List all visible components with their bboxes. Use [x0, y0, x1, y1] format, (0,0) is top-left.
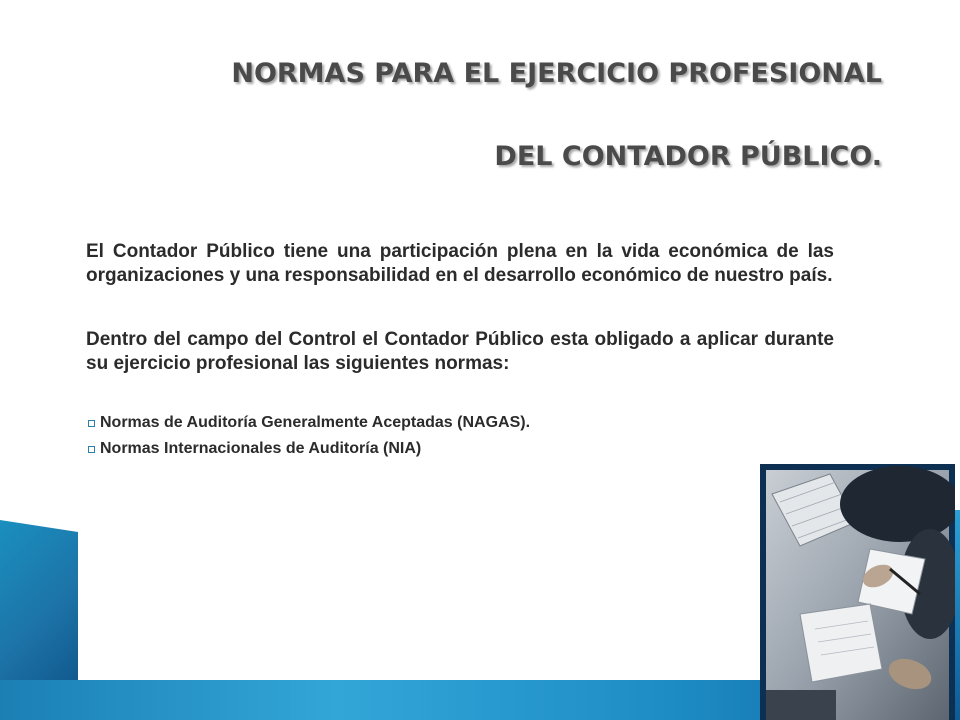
- hollow-square-bullet-icon: [88, 420, 95, 427]
- paragraph-1: El Contador Público tiene una participación plena en la vida económica de las organizaciones y una responsabilidad en el desarrollo económico de nuestro país.: [86, 241, 834, 286]
- photo-illustration: [760, 464, 955, 720]
- list-item: [86, 410, 834, 436]
- title-line-1: NORMAS PARA EL EJERCICIO PROFESIONAL: [231, 58, 882, 89]
- list-item: [86, 436, 834, 462]
- norms-list: [86, 410, 834, 462]
- hollow-square-bullet-icon: [88, 446, 95, 453]
- list-item-label: Normas Internacionales de Auditoría (NIA): [100, 440, 422, 457]
- title-line-2: DEL CONTADOR PÚBLICO.: [494, 141, 882, 172]
- list-item-label: Normas de Auditoría Generalmente Aceptadas (NAGAS).: [100, 414, 531, 431]
- office-meeting-photo: [760, 464, 955, 720]
- slide-title: [122, 60, 882, 170]
- slide-content: [86, 240, 834, 462]
- paragraph-2: Dentro del campo del Control el Contador Público esta obligado a aplicar durante su ejercicio profesional las siguientes normas:: [86, 329, 834, 374]
